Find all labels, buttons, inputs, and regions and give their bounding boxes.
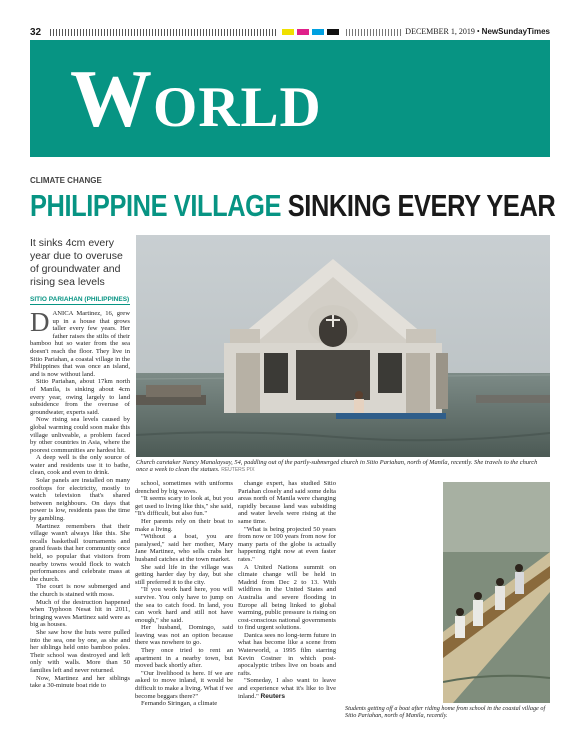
main-caption-text: Church caretaker Nancy Manalaysay, 54, paddling out of the partly-submerged church in Sitio Pariahan, north of Manila, recently. She travels to the church once a week to clean the statues. xyxy=(136,459,538,474)
students-boat-photo xyxy=(443,482,550,703)
article-column-3 xyxy=(238,480,336,700)
church-photo-illustration xyxy=(136,235,550,457)
closing-quote: "Someday, I also want to leave and experience what it's like to live inland." xyxy=(238,677,336,700)
paragraph: The court is now submerged and the church is stained with moss. xyxy=(30,583,130,598)
paragraph: Her parents rely on their boat to make a living. xyxy=(135,517,233,533)
section-title: World xyxy=(70,53,322,144)
church-photo xyxy=(136,235,550,457)
section-banner xyxy=(30,40,550,157)
paragraph: A deep well is the only source of water and residents use it to bathe, clean, cook and even to drink. xyxy=(30,454,130,477)
paragraph: She saw how the huts were pulled into the sea, one by one, as she and her siblings held onto bamboo poles. Their school was destroyed and left only with walls. More than 50 families left and never returned. xyxy=(30,628,130,674)
magenta-swatch xyxy=(297,29,309,35)
paragraph: Fernando Siringan, a climate xyxy=(141,700,218,708)
paragraph: Solar panels are installed on many rooftops for electricity, mostly to watch television that's shared between neighbours. On days that power is low, residents pass the time by gambling. xyxy=(30,477,130,523)
side-photo-caption: Students getting off a boat after riding home from school in the coastal village of Sitio Pariahan, north of Manila, recently. xyxy=(345,705,546,720)
paragraph: She said life in the village was getting harder day by day, but she still preferred it to the city. xyxy=(135,563,233,586)
drop-cap: D xyxy=(30,307,50,337)
headline-part-2: SINKING EVERY YEAR xyxy=(287,188,556,223)
paragraph: "It seems scary to look at, but you get used to living like this," she said, "It's difficult, but also fun." xyxy=(135,495,233,518)
students-boat-illustration xyxy=(443,482,550,703)
paragraph: "Without a boat, you are paralysed," said her mother, Mary Jane Martinez, who sells crabs her husband catches at the town market. xyxy=(135,533,233,563)
paragraph: change expert, has studied Sitio Pariahan closely and said some delta areas north of Manila were changing rapidly because land was subsiding and water levels were rising at the same time. xyxy=(238,480,336,525)
main-photo-caption xyxy=(136,459,550,475)
cyan-swatch xyxy=(312,29,324,35)
byline-location: SITIO PARIAHAN (PHILIPPINES) xyxy=(30,296,130,303)
page-number: 32 xyxy=(30,26,42,38)
paragraph: Danica sees no long-term future in what has become like a scene from Waterworld, a 1995 film starring Kevin Costner in which post-apocalyptic tribes live on boats and rafts. xyxy=(238,631,336,677)
yellow-swatch xyxy=(282,29,294,35)
paragraph: Much of the destruction happened when Typhoon Nesat hit in 2011, bringing waves Martinez said were as big as houses. xyxy=(30,598,130,629)
paragraph: Martinez remembers that their village wasn't always like this. She recalls basketball tournaments and grand feasts that her community once held, so popular that visitors from nearby towns would flock to watch performances and celebrate mass at the church. xyxy=(30,522,130,583)
paragraph: They once tried to rent an apartment in a nearby town, but moved back shortly after. xyxy=(135,647,233,670)
issue-date: DECEMBER 1, 2019 xyxy=(405,27,475,36)
paragraph: "If you work hard here, you will survive. You only have to jump on the sea to catch food. In land, you can work hard and still not have enough," she said. xyxy=(135,586,233,624)
paragraph: Now rising sea levels caused by global warming could soon make this village unliveable, a problem faced by other countries in Asia, where the poorest communities are hardest hit. xyxy=(30,416,130,454)
article-column-2 xyxy=(135,480,233,708)
paragraph: Sitio Pariahan, about 17km north of Manila, is sinking about 4cm every year, owing largely to land subsidence from the overuse of groundwater, experts said. xyxy=(30,378,130,416)
paragraph: "Our livelihood is here. If we are asked to move inland, it would be difficult to make a living. What if we become beggars there?" xyxy=(135,669,233,700)
paragraph xyxy=(238,677,336,700)
topic-label: CLIMATE CHANGE xyxy=(30,176,102,185)
paragraph: ANICA Martinez, 16, grew up in a house that grows taller every few years. Her father raises the stilts of their bamboo hut so water from the sea doesn't reach the floor. They live in Sitio Pariahan, a coastal village in the Philippines that was once an island, and is now without land. xyxy=(30,310,130,378)
paragraph: Now, Martinez and her siblings take a 30-minute boat ride to xyxy=(30,674,130,690)
headline-part-1: PHILIPPINE VILLAGE xyxy=(30,188,282,223)
black-swatch xyxy=(327,29,339,35)
publication-name: NewSundayTimes xyxy=(481,27,550,36)
paragraph: Her husband, Domingo, said leaving was not an option because there was nowhere to go. xyxy=(135,624,233,647)
registration-barcode xyxy=(50,29,278,36)
paragraph: A United Nations summit on climate change will be held in Madrid from Dec 2 to 13. With wildfires in the United States and Australia and severe flooding in Europe all being linked to global warming, public pressure is rising on cost-conscious national governments to find urgent solutions. xyxy=(238,563,336,632)
agency-signature: Reuters xyxy=(260,692,286,700)
headline xyxy=(30,189,555,223)
dateline-separator: • xyxy=(476,27,480,36)
dateline xyxy=(401,27,550,36)
paragraph: "What is being projected 50 years from now or 100 years from now for many parts of the globe is actually happening right now at even faster rates." xyxy=(238,525,336,563)
article-column-1 xyxy=(30,307,130,690)
standfirst: It sinks 4cm every year due to overuse of groundwater and rising sea levels xyxy=(30,237,123,288)
color-registration-swatches xyxy=(282,29,342,35)
photo-credit: REUTERS PIX xyxy=(221,467,255,474)
paragraph: school, sometimes with uniforms drenched by big waves. xyxy=(135,480,233,495)
